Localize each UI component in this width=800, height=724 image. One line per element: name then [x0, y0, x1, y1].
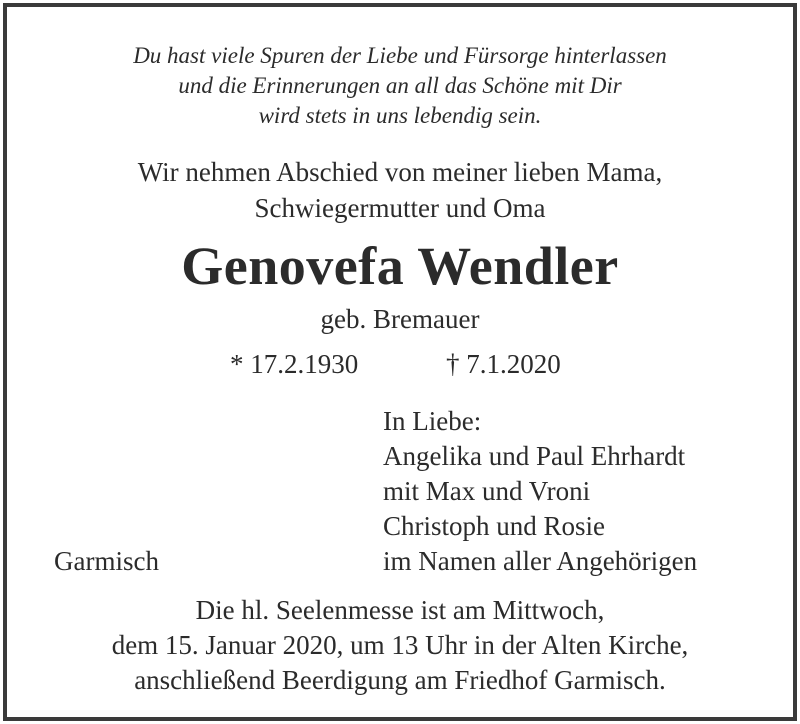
- intro-line-1: Wir nehmen Abschied von meiner lieben Mama,: [137, 157, 663, 187]
- signers-line: In Liebe:: [383, 406, 482, 436]
- poem-line-2: und die Erinnerungen an all das Schöne mit Dir: [178, 73, 622, 98]
- intro-line-2: Schwiegermutter und Oma: [254, 193, 546, 223]
- birth-date: * 17.2.1930: [230, 349, 359, 379]
- signers-line: mit Max und Vroni: [383, 476, 591, 506]
- poem-line-1: Du hast viele Spuren der Liebe und Fürsorge hinterlassen: [133, 43, 667, 68]
- signers-block: [383, 404, 697, 579]
- place-name: Garmisch: [54, 546, 159, 576]
- service-line-2: dem 15. Januar 2020, um 13 Uhr in der Alten Kirche,: [111, 630, 689, 660]
- deceased-name: Genovefa Wendler: [181, 236, 619, 296]
- signers-line: im Namen aller Angehörigen: [383, 546, 698, 576]
- signers-line: Christoph und Rosie: [383, 511, 606, 541]
- death-date: † 7.1.2020: [446, 349, 561, 379]
- poem-line-3: wird stets in uns lebendig sein.: [258, 103, 542, 128]
- service-line-1: Die hl. Seelenmesse ist am Mittwoch,: [195, 595, 605, 625]
- obituary-notice: [3, 3, 797, 721]
- birth-name: geb. Bremauer: [320, 304, 480, 334]
- service-line-3: anschließend Beerdigung am Friedhof Garmisch.: [134, 665, 666, 695]
- signers-line: Angelika und Paul Ehrhardt: [383, 441, 686, 471]
